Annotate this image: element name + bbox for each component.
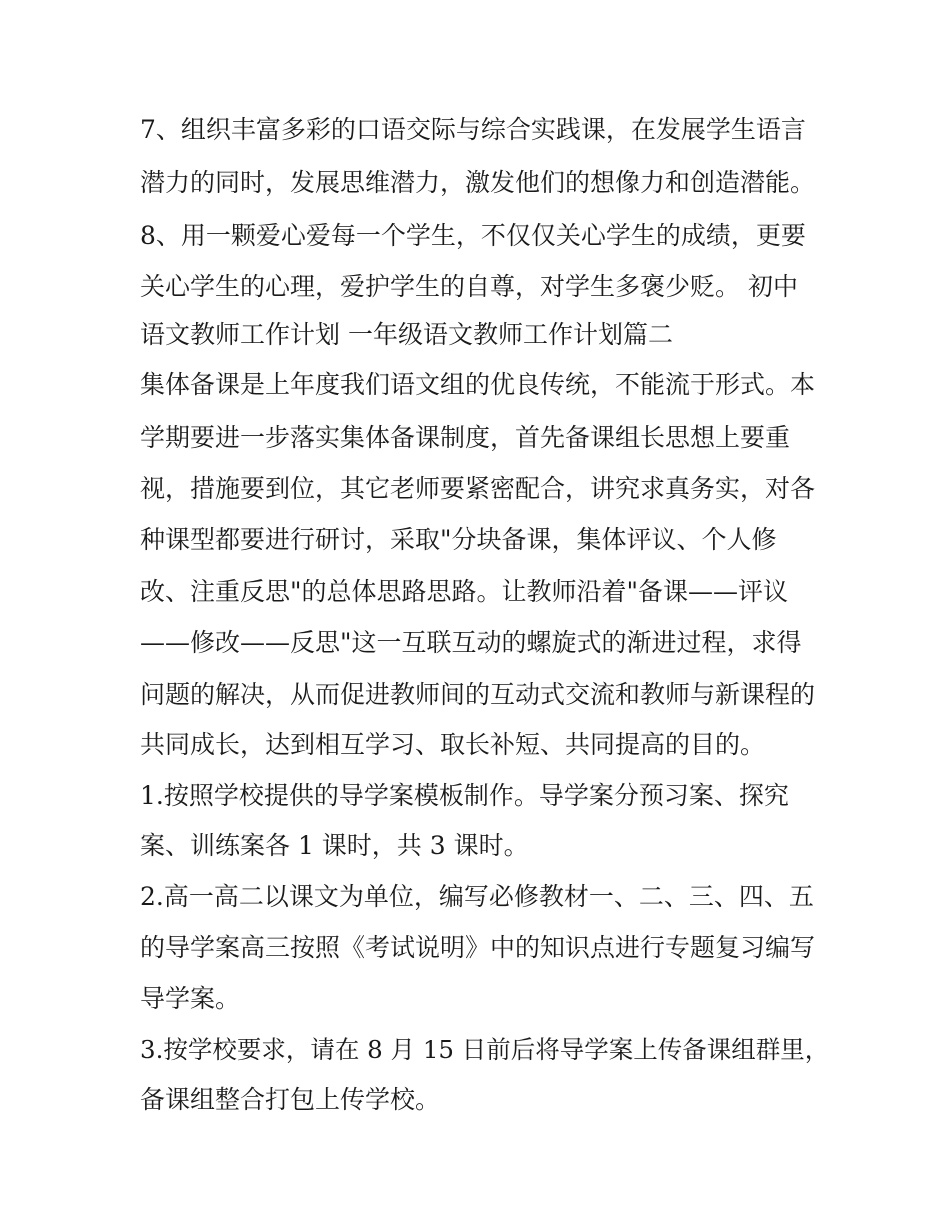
text-line-11: ——修改——反思"这一互联互动的螺旋式的渐进过程，求得 [140,628,802,657]
text-line-10: 改、注重反思"的总体思路思路。让教师沿着"备课——评议 [140,577,789,606]
text-line-9: 种课型都要进行研讨，采取"分块备课，集体评议、个人修 [140,525,777,554]
text-line-3: 8、用一颗爱心爱每一个学生，不仅仅关心学生的成绩，更要 [140,221,806,250]
text-line-14: 1.按照学校提供的导学案模板制作。导学案分预习案、探究 [140,781,789,810]
text-line-16: 2.高一高二以课文为单位，编写必修教材一、二、三、四、五 [140,882,814,911]
text-line-4: 关心学生的心理，爱护学生的自尊，对学生多褒少贬。 初中 [140,272,798,301]
text-line-17: 的导学案高三按照《考试说明》中的知识点进行专题复习编写 [140,933,816,962]
text-line-12: 问题的解决，从而促进教师间的互动式交流和教师与新课程的 [140,680,816,709]
text-line-19: 3.按学校要求，请在 8 月 15 日前后将导学案上传备课组群里， [140,1035,830,1064]
text-line-6: 集体备课是上年度我们语文组的优良传统，不能流于形式。本 [140,370,816,399]
text-line-8: 视，措施要到位，其它老师要紧密配合，讲究求真务实，对各 [140,474,816,503]
text-line-5: 语文教师工作计划 一年级语文教师工作计划篇二 [140,320,673,349]
text-line-1: 7、组织丰富多彩的口语交际与综合实践课，在发展学生语言 [140,115,806,144]
text-line-2: 潜力的同时，发展思维潜力，激发他们的想像力和创造潜能。 [140,168,816,197]
text-line-7: 学期要进一步落实集体备课制度，首先备课组长思想上要重 [140,423,791,452]
text-line-15: 案、训练案各 1 课时，共 3 课时。 [140,831,529,860]
text-line-18: 导学案。 [140,984,241,1013]
text-line-20: 备课组整合打包上传学校。 [140,1085,441,1114]
text-line-13: 共同成长，达到相互学习、取长补短、共同提高的目的。 [140,730,766,759]
